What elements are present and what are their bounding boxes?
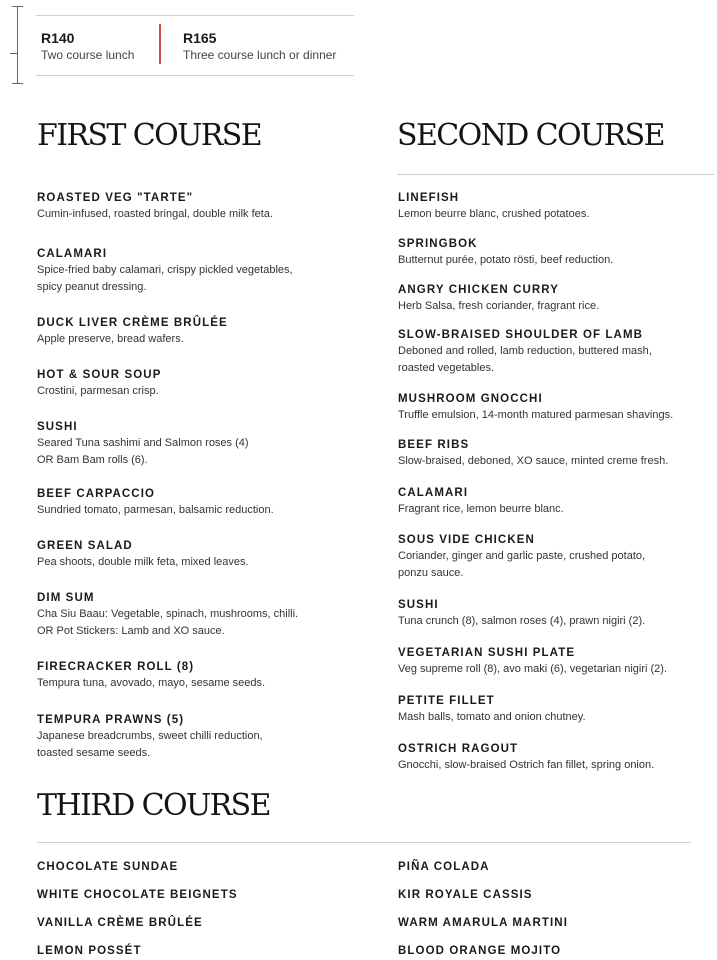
item-name: LEMON POSSÉT <box>37 945 142 957</box>
third-course-divider <box>37 842 691 843</box>
second-course-item <box>398 190 708 223</box>
item-description: Sundried tomato, parmesan, balsamic reduction. <box>37 504 274 516</box>
item-name: WHITE CHOCOLATE BEIGNETS <box>37 889 238 901</box>
item-description: Fragrant rice, lemon beurre blanc. <box>398 503 564 515</box>
item-description: Lemon beurre blanc, crushed potatoes. <box>398 208 590 220</box>
price-amount: R140 <box>41 30 75 46</box>
item-description: Japanese breadcrumbs, sweet chilli reduction, toasted sesame seeds. <box>37 730 263 759</box>
item-name: CHOCOLATE SUNDAE <box>37 861 179 873</box>
item-name: GREEN SALAD <box>37 540 133 552</box>
price-label: Two course lunch <box>41 48 135 62</box>
item-name: CALAMARI <box>37 248 108 260</box>
first-course-item <box>37 486 347 519</box>
item-name: SOUS VIDE CHICKEN <box>398 534 535 546</box>
second-course-item <box>398 532 708 582</box>
item-description: Butternut purée, potato rösti, beef reduction. <box>398 254 614 266</box>
dessert-item <box>37 915 347 931</box>
dessert-item <box>37 887 347 903</box>
cocktail-item <box>398 859 708 875</box>
second-course-item <box>398 741 708 774</box>
item-name: PETITE FILLET <box>398 695 495 707</box>
first-course-item <box>37 419 347 469</box>
second-course-item <box>398 282 708 315</box>
item-name: MUSHROOM GNOCCHI <box>398 393 543 405</box>
second-course-item <box>398 597 708 630</box>
item-name: OSTRICH RAGOUT <box>398 743 519 755</box>
item-description: Tuna crunch (8), salmon roses (4), prawn nigiri (2). <box>398 615 646 627</box>
cocktail-item <box>398 887 708 903</box>
cocktail-item <box>398 915 708 931</box>
item-description: Apple preserve, bread wafers. <box>37 333 184 345</box>
bracket-decoration <box>10 6 24 84</box>
item-name: BLOOD ORANGE MOJITO <box>398 945 562 957</box>
item-name: SUSHI <box>37 421 78 433</box>
first-course-item <box>37 190 347 223</box>
item-name: VEGETARIAN SUSHI PLATE <box>398 647 576 659</box>
item-description: Spice-fried baby calamari, crispy pickled vegetables, spicy peanut dressing. <box>37 264 293 293</box>
second-course-item <box>398 236 708 269</box>
item-name: ANGRY CHICKEN CURRY <box>398 284 560 296</box>
item-description: Tempura tuna, avovado, mayo, sesame seeds. <box>37 677 266 689</box>
item-description: Veg supreme roll (8), avo maki (6), vegetarian nigiri (2). <box>398 663 667 675</box>
item-name: FIRECRACKER ROLL (8) <box>37 661 195 673</box>
price-separator <box>159 24 161 64</box>
price-block-two-course <box>41 30 134 62</box>
item-description: Deboned and rolled, lamb reduction, buttered mash, roasted vegetables. <box>398 345 652 374</box>
second-course-item <box>398 645 708 678</box>
item-name: PIÑA COLADA <box>398 861 490 873</box>
item-description: Truffle emulsion, 14-month matured parmesan shavings. <box>398 409 674 421</box>
first-course-item <box>37 712 347 762</box>
item-name: DIM SUM <box>37 592 95 604</box>
item-description: Gnocchi, slow-braised Ostrich fan fillet, spring onion. <box>398 759 655 771</box>
item-description: Mash balls, tomato and onion chutney. <box>398 711 586 723</box>
item-name: ROASTED VEG "TARTE" <box>37 192 194 204</box>
item-description: Slow-braised, deboned, XO sauce, minted creme fresh. <box>398 455 669 467</box>
item-name: SLOW-BRAISED SHOULDER OF LAMB <box>398 329 644 341</box>
first-course-item <box>37 246 347 296</box>
first-course-item <box>37 538 347 571</box>
first-course-item <box>37 659 347 692</box>
first-course-item <box>37 590 347 640</box>
third-course-heading: THIRD COURSE <box>37 788 270 823</box>
second-course-item <box>398 327 708 377</box>
price-amount: R165 <box>183 30 217 46</box>
second-course-heading: SECOND COURSE <box>397 118 664 153</box>
item-name: VANILLA CRÈME BRÛLÉE <box>37 917 203 929</box>
first-course-heading: FIRST COURSE <box>37 118 262 153</box>
price-label: Three course lunch or dinner <box>183 48 337 62</box>
item-name: BEEF CARPACCIO <box>37 488 156 500</box>
item-name: SUSHI <box>398 599 439 611</box>
item-name: HOT & SOUR SOUP <box>37 369 162 381</box>
item-name: SPRINGBOK <box>398 238 478 250</box>
item-description: Coriander, ginger and garlic paste, crushed potato, ponzu sauce. <box>398 550 646 579</box>
item-description: Crostini, parmesan crisp. <box>37 385 159 397</box>
second-course-item <box>398 391 708 424</box>
item-name: DUCK LIVER CRÈME BRÛLÉE <box>37 317 228 329</box>
item-name: BEEF RIBS <box>398 439 470 451</box>
item-description: Seared Tuna sashimi and Salmon roses (4) OR Bam Bam rolls (6). <box>37 437 249 466</box>
price-divider-top <box>36 15 354 16</box>
item-name: WARM AMARULA MARTINI <box>398 917 568 929</box>
second-course-divider <box>397 174 714 175</box>
second-course-item <box>398 693 708 726</box>
item-name: TEMPURA PRAWNS (5) <box>37 714 185 726</box>
item-description: Pea shoots, double milk feta, mixed leaves. <box>37 556 249 568</box>
second-course-item <box>398 437 708 470</box>
item-name: LINEFISH <box>398 192 460 204</box>
dessert-item <box>37 943 347 959</box>
price-divider-bottom <box>36 75 354 76</box>
item-name: CALAMARI <box>398 487 469 499</box>
first-course-item <box>37 367 347 400</box>
cocktail-item <box>398 943 708 959</box>
item-description: Cha Siu Baau: Vegetable, spinach, mushrooms, chilli. OR Pot Stickers: Lamb and XO sauce. <box>37 608 299 637</box>
first-course-item <box>37 315 347 348</box>
item-name: KIR ROYALE CASSIS <box>398 889 533 901</box>
second-course-item <box>398 485 708 518</box>
dessert-item <box>37 859 347 875</box>
price-block-three-course <box>183 30 336 62</box>
item-description: Herb Salsa, fresh coriander, fragrant rice. <box>398 300 600 312</box>
item-description: Cumin-infused, roasted bringal, double milk feta. <box>37 208 274 220</box>
